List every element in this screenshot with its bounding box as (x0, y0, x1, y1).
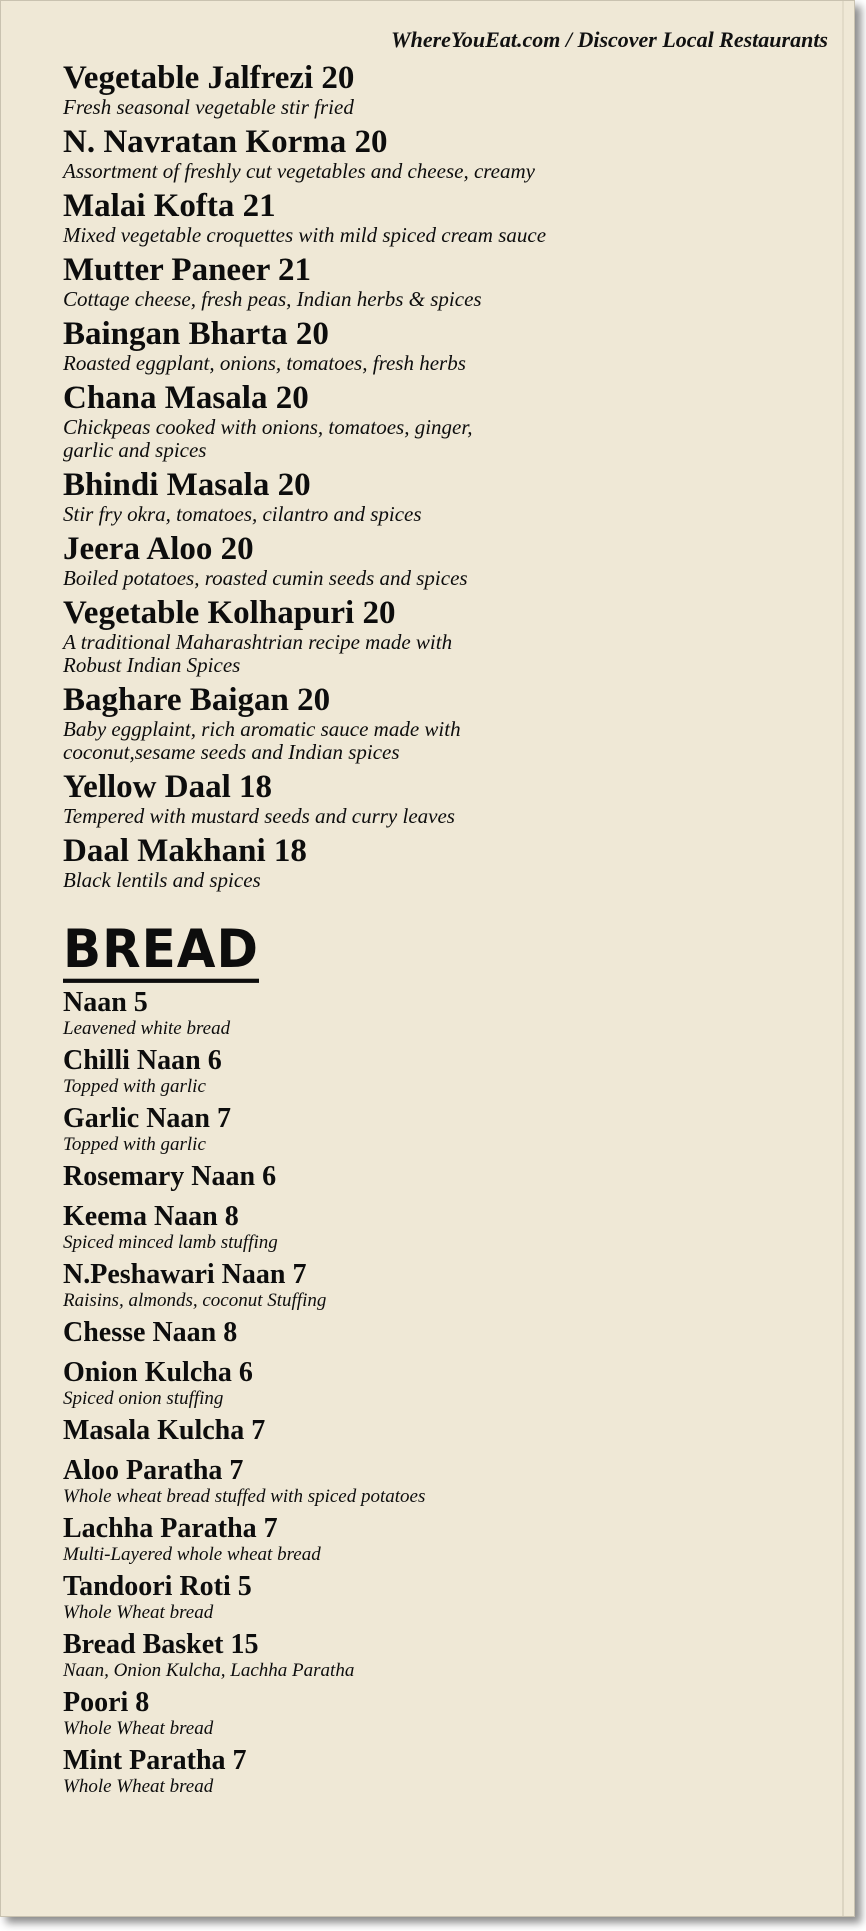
menu-item-name: Mutter Paneer 21 (63, 252, 312, 288)
menu-item (63, 1572, 823, 1623)
menu-item (63, 1688, 823, 1739)
menu-item-name: Jeera Aloo 20 (63, 531, 254, 567)
menu-item-name: Malai Kofta 21 (63, 188, 276, 224)
menu-item-description: Baby eggplaint, rich aromatic sauce made with coconut,sesame seeds and Indian spices (63, 717, 461, 764)
menu-item-name: Vegetable Kolhapuri 20 (63, 595, 396, 631)
menu-item-name: Naan 5 (63, 987, 148, 1018)
menu-item-name: Chesse Naan 8 (63, 1317, 238, 1348)
menu-item-name: N. Navratan Korma 20 (63, 124, 388, 160)
menu-item-name: Yellow Daal 18 (63, 769, 272, 805)
menu-item (63, 468, 823, 526)
vegetarian-list (63, 61, 823, 892)
menu-item-name: Bread Basket 15 (63, 1629, 259, 1660)
menu-item (63, 834, 823, 892)
menu-item-name: Poori 8 (63, 1687, 150, 1718)
menu-item-description: Spiced minced lamb stuffing (63, 1232, 278, 1253)
menu-item-description: Multi-Layered whole wheat bread (63, 1544, 321, 1565)
menu-item-description: Whole Wheat bread (63, 1602, 214, 1623)
menu-item-description: Spiced onion stuffing (63, 1388, 224, 1409)
menu-item (63, 1046, 823, 1097)
menu-item-name: Baghare Baigan 20 (63, 682, 331, 718)
menu-item-name: Onion Kulcha 6 (63, 1357, 253, 1388)
menu-item (63, 125, 823, 183)
menu-item (63, 770, 823, 828)
menu-item-description: Raisins, almonds, coconut Stuffing (63, 1290, 327, 1311)
menu-item-description: Whole wheat bread stuffed with spiced potatoes (63, 1486, 426, 1507)
menu-item (63, 381, 823, 462)
menu-item-name: Chilli Naan 6 (63, 1045, 222, 1076)
menu-item (63, 189, 823, 247)
menu-item-name: Tandoori Roti 5 (63, 1571, 252, 1602)
menu-item-description: Naan, Onion Kulcha, Lachha Paratha (63, 1660, 355, 1681)
menu-item-description: Mixed vegetable croquettes with mild spiced cream sauce (63, 223, 547, 247)
menu-item (63, 1746, 823, 1797)
menu-item-description: Topped with garlic (63, 1134, 206, 1155)
menu-item (63, 1416, 823, 1446)
menu-content (63, 61, 823, 1804)
menu-item (63, 1358, 823, 1409)
menu-item-name: Lachha Paratha 7 (63, 1513, 278, 1544)
menu-item-description: Roasted eggplant, onions, tomatoes, fresh herbs (63, 351, 466, 375)
menu-item-name: Garlic Naan 7 (63, 1103, 231, 1134)
menu-item-description: Boiled potatoes, roasted cumin seeds and spices (63, 566, 468, 590)
menu-item (63, 683, 823, 764)
menu-item-name: Daal Makhani 18 (63, 833, 307, 869)
menu-item-name: Masala Kulcha 7 (63, 1415, 266, 1446)
menu-item-name: Bhindi Masala 20 (63, 467, 311, 503)
menu-item (63, 61, 823, 119)
menu-item (63, 253, 823, 311)
menu-item (63, 1162, 823, 1192)
menu-item (63, 596, 823, 677)
menu-item (63, 1514, 823, 1565)
menu-item-name: Aloo Paratha 7 (63, 1455, 244, 1486)
menu-item-name: Chana Masala 20 (63, 380, 309, 416)
menu-item-description: Cottage cheese, fresh peas, Indian herbs & spices (63, 287, 482, 311)
menu-item-description: Whole Wheat bread (63, 1776, 214, 1797)
menu-item-description: Chickpeas cooked with onions, tomatoes, ginger, garlic and spices (63, 415, 473, 462)
menu-item (63, 317, 823, 375)
menu-item-description: Topped with garlic (63, 1076, 206, 1097)
menu-item-name: Keema Naan 8 (63, 1201, 239, 1232)
menu-item-name: N.Peshawari Naan 7 (63, 1259, 307, 1290)
menu-item-description: Fresh seasonal vegetable stir fried (63, 95, 354, 119)
menu-item-name: Vegetable Jalfrezi 20 (63, 60, 355, 96)
menu-item-description: Leavened white bread (63, 1018, 231, 1039)
menu-item-description: Stir fry okra, tomatoes, cilantro and spices (63, 502, 422, 526)
menu-item-description: Assortment of freshly cut vegetables and cheese, creamy (63, 159, 535, 183)
menu-item (63, 988, 823, 1039)
bread-list (63, 988, 823, 1797)
menu-item-name: Mint Paratha 7 (63, 1745, 247, 1776)
menu-item-description: Whole Wheat bread (63, 1718, 214, 1739)
menu-item-description: Black lentils and spices (63, 868, 261, 892)
menu-item-name: Baingan Bharta 20 (63, 316, 329, 352)
menu-item (63, 1202, 823, 1253)
menu-item (63, 1104, 823, 1155)
menu-item (63, 1456, 823, 1507)
menu-item (63, 1260, 823, 1311)
menu-item-name: Rosemary Naan 6 (63, 1161, 277, 1192)
menu-item-description: Tempered with mustard seeds and curry leaves (63, 804, 455, 828)
menu-item-description: A traditional Maharashtrian recipe made with Robust Indian Spices (63, 630, 453, 677)
site-header: WhereYouEat.com / Discover Local Restaurants (391, 27, 828, 52)
menu-item (63, 1318, 823, 1348)
bread-section-title: BREAD (63, 922, 259, 983)
menu-item (63, 532, 823, 590)
menu-item (63, 1630, 823, 1681)
